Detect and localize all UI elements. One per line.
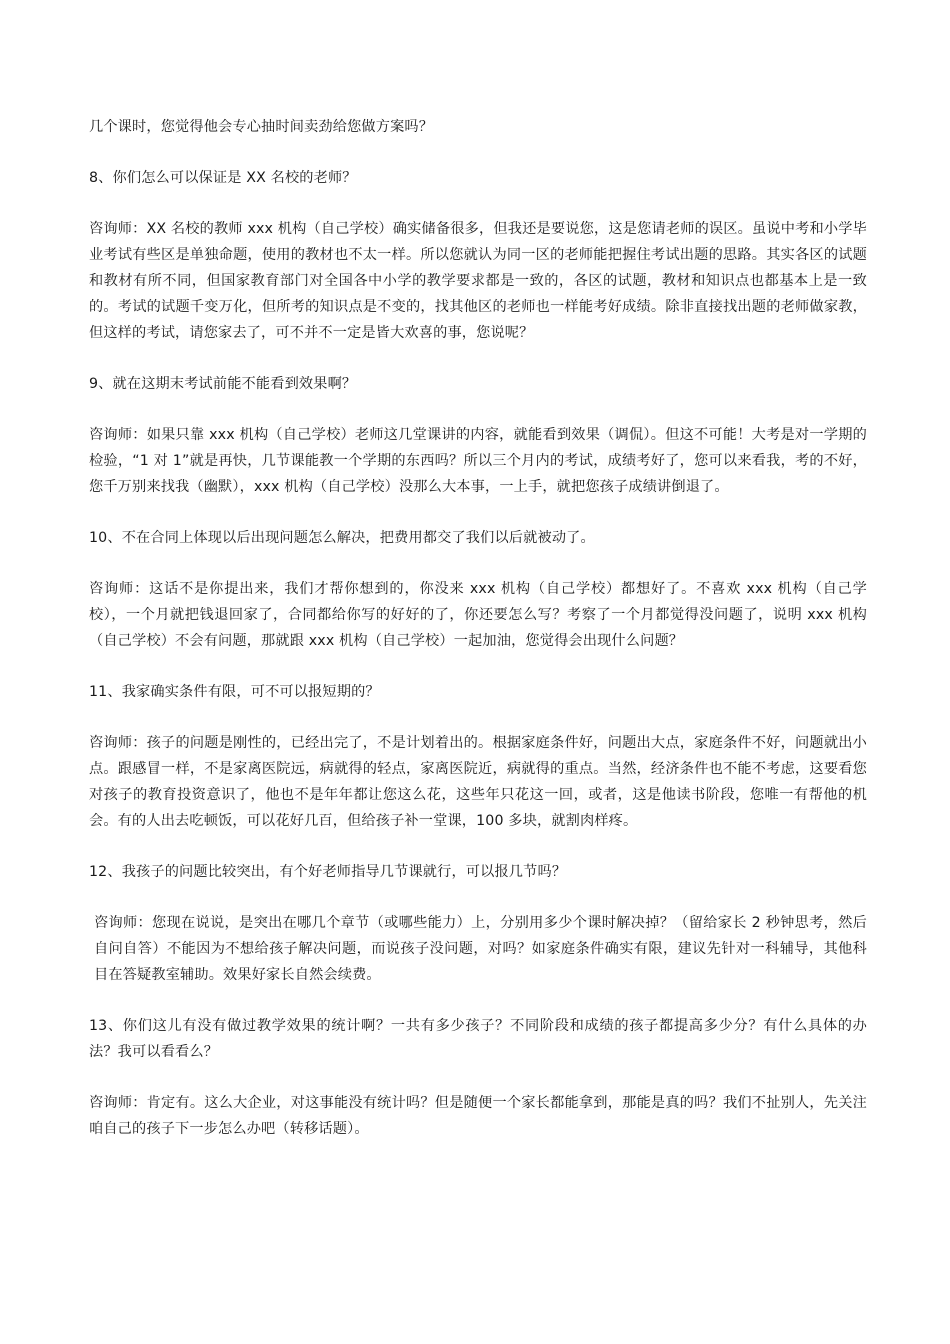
question-9: 9、就在这期末考试前能不能看到效果啊？ xyxy=(89,376,357,392)
paragraph-continuation: 几个课时，您觉得他会专心抽时间卖劲给您做方案吗？ xyxy=(89,119,434,135)
question-11: 11、我家确实条件有限，可不可以报短期的？ xyxy=(89,684,380,700)
answer-13: 咨询师：肯定有。这么大企业，对这事能没有统计吗？但是随便一个家长都能拿到，那能是真的吗？我们不扯别人，先关注咱自己的孩子下一步怎么办吧（转移话题）。 xyxy=(89,1095,867,1137)
question-13: 13、你们这儿有没有做过教学效果的统计啊？一共有多少孩子？不同阶段和成绩的孩子都提高多少分？有什么具体的办法？我可以看看么？ xyxy=(89,1018,867,1060)
document-body xyxy=(89,114,867,1167)
question-10: 10、不在合同上体现以后出现问题怎么解决，把费用都交了我们以后就被动了。 xyxy=(89,530,595,546)
question-8: 8、你们怎么可以保证是 XX 名校的老师？ xyxy=(89,170,357,186)
answer-9: 咨询师：如果只靠 xxx 机构（自己学校）老师这几堂课讲的内容，就能看到效果（调侃）。但这不可能！大考是对一学期的检验，“1 对 1”就是再快，几节课能教一个学期的东西吗？所以三个月内的考试，成绩考好了，您可以来看我，考的不好，您千万别来找我（幽默），xxx 机构（自己学校）没那么大本事，一上手，就把您孩子成绩讲倒退了。 xyxy=(89,427,867,495)
question-12: 12、我孩子的问题比较突出，有个好老师指导几节课就行，可以报几节吗？ xyxy=(89,864,567,880)
answer-11: 咨询师：孩子的问题是刚性的，已经出完了，不是计划着出的。根据家庭条件好，问题出大点，家庭条件不好，问题就出小点。跟感冒一样，不是家离医院远，病就得的轻点，家离医院近，病就得的重点。当然，经济条件也不能不考虑，这要看您对孩子的教育投资意识了，他也不是年年都让您这么花，这些年只花这一回，或者，这是他读书阶段，您唯一有帮他的机会。有的人出去吃顿饭，可以花好几百，但给孩子补一堂课，100 多块，就割肉样疼。 xyxy=(89,735,867,829)
answer-8: 咨询师：XX 名校的教师 xxx 机构（自己学校）确实储备很多，但我还是要说您，这是您请老师的误区。虽说中考和小学毕业考试有些区是单独命题，使用的教材也不太一样。所以您就认为同一区的老师能把握住考试出题的思路。其实各区的试题和教材有所不同，但国家教育部门对全国各中小学的教学要求都是一致的，各区的试题，教材和知识点也都基本上是一致的。考试的试题千变万化，但所考的知识点是不变的，找其他区的老师也一样能考好成绩。除非直接找出题的老师做家教，但这样的考试，请您家去了，可不并不一定是皆大欢喜的事，您说呢？ xyxy=(89,221,867,341)
answer-10: 咨询师：这话不是你提出来，我们才帮你想到的，你没来 xxx 机构（自己学校）都想好了。不喜欢 xxx 机构（自己学校），一个月就把钱退回家了，合同都给你写的好好的了，你还要怎么写？考察了一个月都觉得没问题了，说明 xxx 机构（自己学校）不会有问题，那就跟 xxx 机构（自己学校）一起加油，您觉得会出现什么问题？ xyxy=(89,581,867,649)
answer-12: 咨询师：您现在说说，是突出在哪几个章节（或哪些能力）上，分别用多少个课时解决掉？（留给家长 2 秒钟思考，然后自问自答）不能因为不想给孩子解决问题，而说孩子没问题，对吗？如家庭条件确实有限，建议先针对一科辅导，其他科目在答疑教室辅助。效果好家长自然会续费。 xyxy=(94,915,867,983)
